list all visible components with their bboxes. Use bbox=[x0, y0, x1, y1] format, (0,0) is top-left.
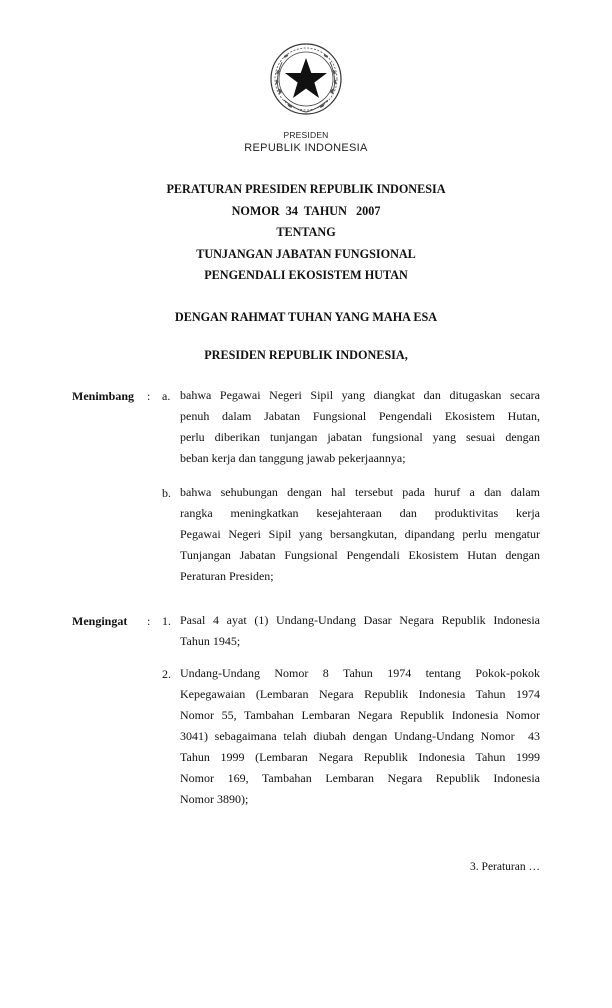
mengingat-marker-2: 2. bbox=[162, 667, 171, 681]
title-line-5: PENGENDALI EKOSISTEM HUTAN bbox=[204, 268, 408, 282]
mengingat-1-line: Pasal 4 ayat (1) Undang-Undang Dasar Negara Republik Indonesia bbox=[180, 613, 540, 627]
menimbang-marker-b: b. bbox=[162, 486, 171, 500]
menimbang-a-line: penuh dalam Jabatan Fungsional Pengendali Ekosistem Hutan, bbox=[180, 409, 540, 423]
menimbang-a-line: beban kerja dan tanggung jawab pekerjaannya; bbox=[180, 451, 406, 465]
menimbang-label: Menimbang bbox=[72, 389, 135, 403]
mengingat-2-line: Kepegawaian (Lembaran Negara Republik Indonesia Tahun 1974 bbox=[180, 687, 540, 701]
mengingat-marker-1: 1. bbox=[162, 614, 171, 628]
menimbang-b-line: Pegawai Negeri Sipil yang bersangkutan, dipandang perlu mengatur bbox=[180, 527, 540, 541]
mengingat-item-2 bbox=[180, 663, 540, 810]
garuda-star-emblem-icon bbox=[266, 42, 346, 120]
preamble-presiden: PRESIDEN REPUBLIK INDONESIA, bbox=[204, 348, 408, 362]
mengingat-2-line: Nomor 3890); bbox=[180, 792, 249, 806]
menimbang-item-a bbox=[180, 385, 540, 469]
mengingat-2-line: Undang-Undang Nomor 8 Tahun 1974 tentang Pokok-pokok bbox=[180, 666, 540, 680]
regulation-title bbox=[0, 179, 612, 287]
mengingat-item-1 bbox=[180, 610, 540, 652]
next-page-reference: 3. Peraturan … bbox=[470, 861, 540, 873]
mengingat-label: Mengingat bbox=[72, 614, 128, 628]
menimbang-b-line: rangka meningkatkan kesejahteraan dan produktivitas kerja bbox=[180, 506, 540, 520]
menimbang-b-line: bahwa sehubungan dengan hal tersebut pada huruf a dan dalam bbox=[180, 485, 540, 499]
menimbang-a-line: bahwa Pegawai Negeri Sipil yang diangkat dan ditugaskan secara bbox=[180, 388, 540, 402]
mengingat-2-line: Tahun 1999 (Lembaran Negara Republik Indonesia Tahun 1999 bbox=[180, 750, 540, 764]
menimbang-a-line: perlu diberikan tunjangan jabatan fungsional yang sesuai dengan bbox=[180, 430, 540, 444]
title-line-2: NOMOR 34 TAHUN 2007 bbox=[231, 203, 381, 218]
title-line-4: TUNJANGAN JABATAN FUNGSIONAL bbox=[196, 246, 416, 261]
menimbang-b-line: Tunjangan Jabatan Fungsional Pengendali Ekosistem Hutan dengan bbox=[180, 548, 540, 562]
mengingat-2-line: Nomor 55, Tambahan Lembaran Negara Republik Indonesia Nomor bbox=[180, 708, 540, 722]
title-line-3: TENTANG bbox=[276, 225, 336, 239]
preamble-rahmat: DENGAN RAHMAT TUHAN YANG MAHA ESA bbox=[174, 310, 438, 324]
menimbang-marker-a: a. bbox=[162, 389, 171, 403]
menimbang-item-b bbox=[180, 482, 540, 587]
title-line-1: PERATURAN PRESIDEN REPUBLIK INDONESIA bbox=[166, 182, 446, 196]
menimbang-colon: : bbox=[147, 389, 151, 403]
mengingat-1-line: Tahun 1945; bbox=[180, 634, 241, 648]
header-republik-indonesia: REPUBLIK INDONESIA bbox=[244, 142, 368, 154]
header-presiden: PRESIDEN bbox=[283, 130, 329, 140]
menimbang-b-line: Peraturan Presiden; bbox=[180, 569, 274, 583]
mengingat-2-line: Nomor 169, Tambahan Lembaran Negara Republik Indonesia bbox=[180, 771, 540, 785]
mengingat-colon: : bbox=[147, 614, 151, 628]
mengingat-2-line: 3041) sebagaimana telah diubah dengan Undang-Undang Nomor 43 bbox=[180, 729, 540, 743]
